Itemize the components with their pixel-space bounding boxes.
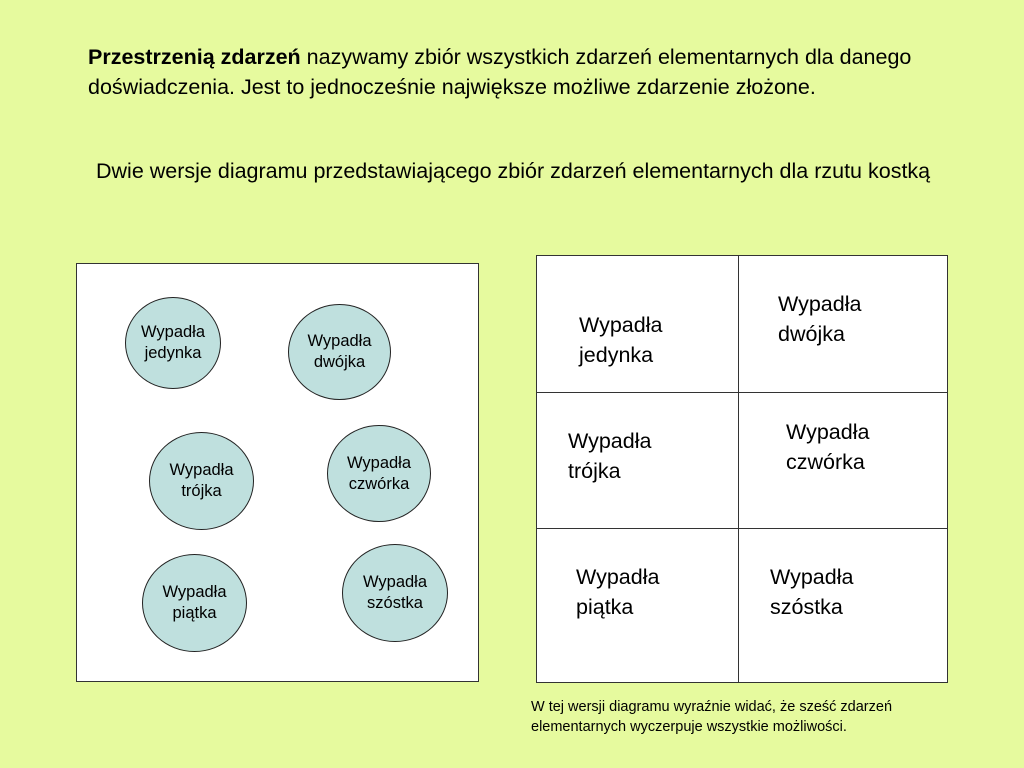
event-ellipse-1: Wypadła jedynka xyxy=(125,297,221,389)
definition-term: Przestrzenią zdarzeń xyxy=(88,45,301,69)
grid-cell-5: Wypadła piątka xyxy=(576,565,660,619)
grid-cell-4: Wypadła czwórka xyxy=(786,420,870,474)
event-ellipse-4: Wypadła czwórka xyxy=(327,425,431,522)
grid-vertical-divider xyxy=(738,256,739,682)
grid-cell-2: Wypadła dwójka xyxy=(778,292,862,346)
grid-cell-1: Wypadła jedynka xyxy=(579,313,663,367)
event-ellipse-6: Wypadła szóstka xyxy=(342,544,448,642)
grid-cell-3: Wypadła trójka xyxy=(568,429,652,483)
sample-space-diagram-ellipses xyxy=(76,263,479,682)
event-ellipse-2: Wypadła dwójka xyxy=(288,304,391,400)
grid-horizontal-divider-2 xyxy=(537,528,947,529)
event-ellipse-3: Wypadła trójka xyxy=(149,432,254,530)
diagram-caption: Dwie wersje diagramu przedstawiającego zbiór zdarzeń elementarnych dla rzutu kostką xyxy=(96,159,931,183)
definition-paragraph xyxy=(88,42,958,102)
event-ellipse-5: Wypadła piątka xyxy=(142,554,247,652)
grid-horizontal-divider-1 xyxy=(537,392,947,393)
sample-space-diagram-grid xyxy=(536,255,948,683)
grid-cell-6: Wypadła szóstka xyxy=(770,565,854,619)
diagram-note: W tej wersji diagramu wyraźnie widać, że sześć zdarzeń elementarnych wyczerpuje wszystkie możliwości. xyxy=(531,699,893,735)
definition-text: nazywamy zbiór wszystkich zdarzeń elementarnych dla danego doświadczenia. Jest to jednocześnie największe możliwe zdarzenie złożone. xyxy=(88,45,912,99)
